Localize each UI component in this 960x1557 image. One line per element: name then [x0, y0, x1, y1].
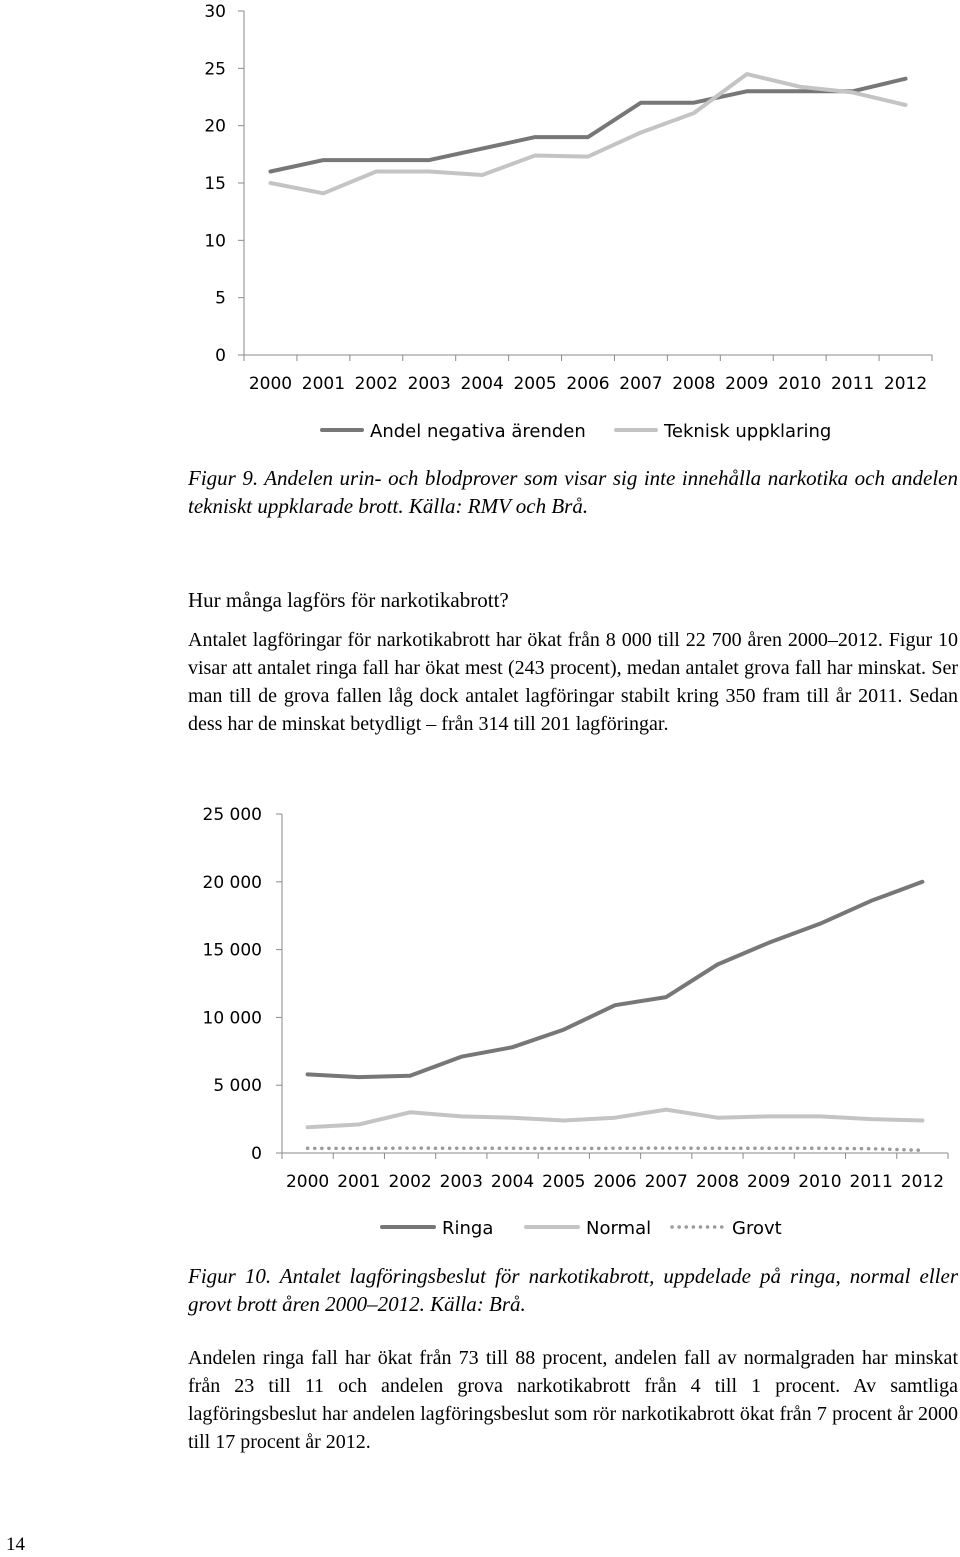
- x-tick-label: 2008: [672, 374, 716, 394]
- x-tick-label: 2007: [619, 374, 663, 394]
- x-tick-label: 2002: [354, 374, 398, 394]
- x-tick-label: 2005: [513, 374, 557, 394]
- closing-paragraph: Andelen ringa fall har ökat från 73 till 88 procent, andelen fall av normalgraden har minskat från 23 till 11 och andelen grova narkotikabrott från 4 till 1 procent. Av samtliga lagföringsbeslut har andelen lagföringsbeslut som rör narkotikabrott ökat från 7 procent år 2000 till 17 procent år 2012.: [188, 1347, 958, 1453]
- y-tick-label: 20 000: [202, 872, 262, 893]
- y-tick-label: 15: [204, 174, 226, 194]
- figure-10-caption: Figur 10. Antalet lagföringsbeslut för narkotikabrott, uppdelade på ringa, normal eller grovt brott åren 2000–2012. Källa: Brå.: [188, 1264, 958, 1316]
- section-paragraph: Antalet lagföringar för narkotikabrott har ökat från 8 000 till 22 700 åren 2000–2012. Figur 10 visar att antalet ringa fall har ökat mest (243 procent), medan antalet grova fall har minskat. Ser man till de grova fallen låg dock antalet lagföringar stabilt kring 350 fram till år 2011. Sedan dess har de minskat betydligt – från 314 till 201 lagföringar.: [188, 629, 958, 735]
- x-tick-label: 2011: [849, 1172, 893, 1192]
- y-tick-label: 10 000: [202, 1008, 262, 1029]
- y-tick-label: 5 000: [213, 1076, 262, 1097]
- x-tick-label: 2002: [388, 1172, 432, 1192]
- y-tick-label: 25 000: [202, 805, 262, 825]
- x-tick-label: 2003: [439, 1172, 483, 1192]
- x-tick-label: 2009: [725, 374, 769, 394]
- legend-label: Ringa: [442, 1218, 494, 1239]
- y-tick-label: 5: [215, 288, 226, 309]
- series-line-ringa: [308, 882, 923, 1077]
- y-tick-label: 0: [251, 1144, 262, 1164]
- y-tick-label: 20: [204, 116, 226, 137]
- y-tick-label: 0: [215, 346, 226, 366]
- y-tick-label: 10: [204, 231, 226, 252]
- figure-9-chart: [0, 0, 960, 460]
- legend-label: Grovt: [732, 1218, 782, 1239]
- x-tick-label: 2011: [830, 374, 875, 394]
- section-heading: Hur många lagförs för narkotikabrott?: [188, 588, 509, 612]
- legend-label: Teknisk uppklaring: [664, 421, 832, 442]
- x-tick-label: 2001: [337, 1172, 381, 1192]
- y-tick-label: 30: [204, 2, 226, 22]
- x-tick-label: 2000: [285, 1172, 330, 1192]
- figure-10-chart: [0, 795, 960, 1255]
- x-tick-label: 2010: [778, 374, 822, 394]
- figure-9-caption: Figur 9. Andelen urin- och blodprover som visar sig inte innehålla narkotika och andelen tekniskt uppklarade brott. Källa: RMV och Brå.: [188, 466, 958, 518]
- x-tick-label: 2000: [248, 374, 293, 394]
- legend-label: Andel negativa ärenden: [370, 421, 586, 442]
- x-tick-label: 2003: [407, 374, 451, 394]
- x-tick-label: 2010: [798, 1172, 842, 1192]
- x-tick-label: 2001: [301, 374, 346, 394]
- x-tick-label: 2005: [542, 1172, 586, 1192]
- x-tick-label: 2004: [490, 1172, 535, 1192]
- x-tick-label: 2006: [593, 1172, 637, 1192]
- y-tick-label: 15 000: [202, 940, 262, 961]
- x-tick-label: 2007: [644, 1172, 688, 1192]
- x-tick-label: 2009: [747, 1172, 791, 1192]
- x-tick-label: 2012: [883, 374, 928, 394]
- series-line-normal: [308, 1110, 923, 1128]
- x-tick-label: 2012: [900, 1172, 945, 1192]
- page-number: 14: [6, 1534, 25, 1555]
- legend-label: Normal: [586, 1218, 652, 1239]
- x-tick-label: 2008: [695, 1172, 740, 1192]
- y-tick-label: 25: [204, 59, 226, 80]
- series-line-grovt: [308, 1148, 923, 1150]
- x-tick-label: 2004: [460, 374, 504, 394]
- x-tick-label: 2006: [566, 374, 610, 394]
